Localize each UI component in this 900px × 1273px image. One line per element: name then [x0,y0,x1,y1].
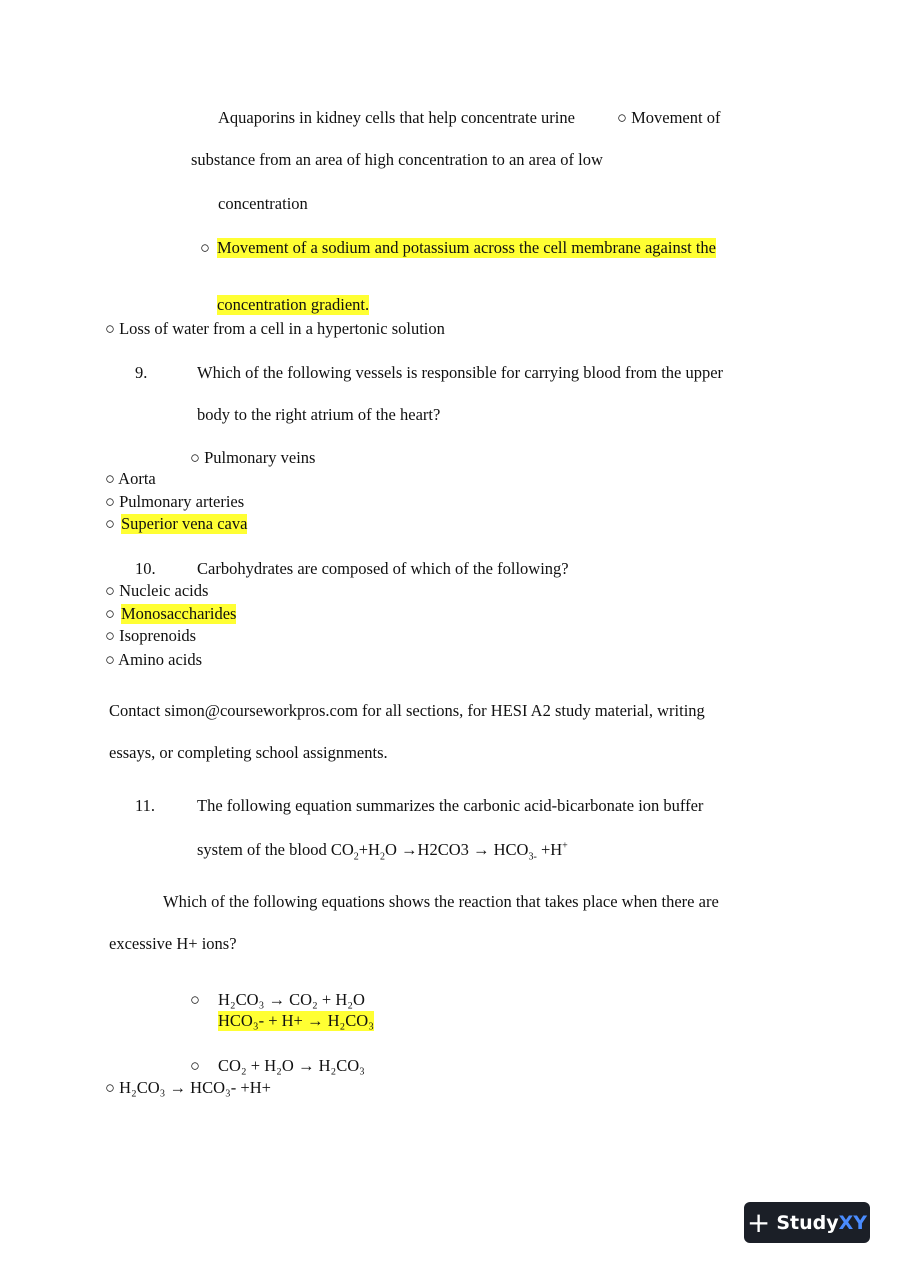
option-item: ○ Aorta [105,469,156,488]
option-bullet: ○ [190,990,200,1009]
option-item: ○ Loss of water from a cell in a hypertonic solution [105,319,445,338]
plus-icon: + [746,1205,771,1239]
option-item: ○ H₂CO₃ → HCO₃- +H+ [105,1078,271,1097]
answer-highlight: Monosaccharides [121,604,237,623]
option-item: ○ Isoprenoids [105,626,197,645]
option-item: ○ Amino acids [105,650,203,669]
option-bullet: ○ [105,514,115,533]
option-item: ○ Nucleic acids [105,581,209,600]
answer-highlight: concentration gradient. [217,295,370,314]
equation-line: system of the blood $CO_2+H_2O \to H2CO3 \to HCO_{3-} +H^+$ [197,840,568,863]
question-text: The following equation summarizes the carbonic acid-bicarbonate ion buffer [197,796,704,815]
logo-text-accent: XY [838,1211,868,1234]
question-text: Which of the following vessels is responsible for carrying blood from the upper [197,363,724,382]
option-item: ○ Pulmonary veins [190,448,316,467]
option-item: CO₂ + H₂O → H₂CO₃ [218,1056,365,1075]
answer-highlight: Superior vena cava [121,514,248,533]
answer-highlight: Movement of a sodium and potassium across the cell membrane against the [217,238,716,257]
logo-text: Study [776,1211,839,1234]
contact-text: Contact simon@courseworkpros.com for all sections, for HESI A2 study material, writing [109,701,705,720]
question-number: 11. [135,796,156,815]
contact-text: essays, or completing school assignments. [109,743,388,762]
question-text: Which of the following equations shows the reaction that takes place when there are [163,892,719,911]
question-text: Carbohydrates are composed of which of the following? [197,559,569,578]
text-line: concentration [218,194,308,213]
option-bullet: ○ [190,1056,200,1075]
option-bullet: ○ [105,604,115,623]
answer-highlight: HCO₃- + H+ → H₂CO₃ [218,1011,374,1030]
option-bullet: ○ [200,238,210,257]
studyxy-logo[interactable] [744,1202,870,1243]
question-number: 10. [135,559,156,578]
option-item: ○ Pulmonary arteries [105,492,245,511]
question-text: excessive H+ ions? [109,934,237,953]
option-item: H₂CO₃ → CO₂ + H₂O [218,990,365,1009]
question-text: body to the right atrium of the heart? [197,405,441,424]
arrow-icon: → [473,840,490,859]
text-line: Aquaporins in kidney cells that help concentrate urine [218,108,575,127]
arrow-icon: → [401,840,418,859]
text-line: substance from an area of high concentration to an area of low [191,150,603,169]
question-number: 9. [135,363,148,382]
text-line: ○ Movement of [617,108,721,127]
